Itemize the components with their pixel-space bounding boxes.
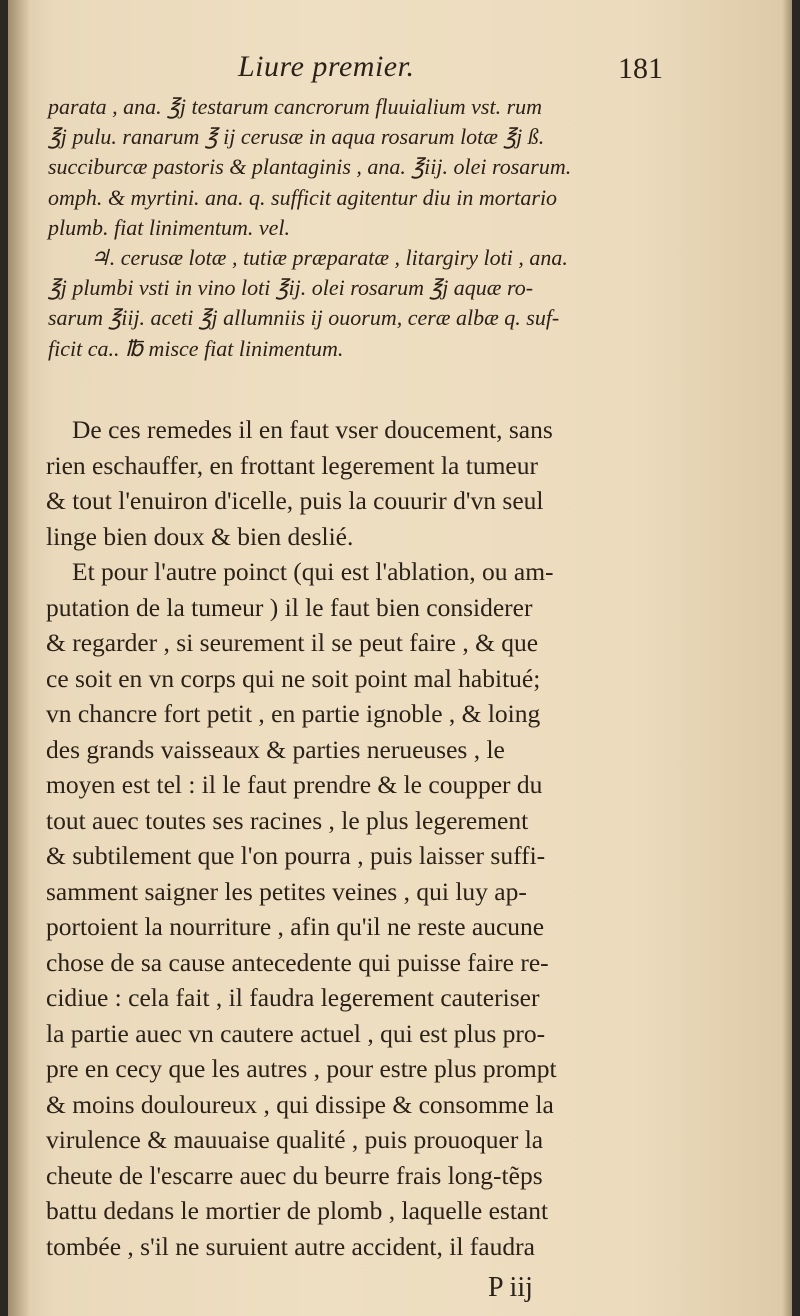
text-line: chose de sa cause antecedente qui puisse faire re- bbox=[46, 947, 549, 977]
recipe-line: plumb. fiat linimentum. vel. bbox=[48, 214, 290, 240]
text-line: rien eschauffer, en frottant legerement la tumeur bbox=[46, 450, 538, 480]
text-line: cheute de l'escarre auec du beurre frais long-tẽps bbox=[46, 1160, 543, 1190]
text-line: & subtilement que l'on pourra , puis laisser suffi- bbox=[46, 841, 546, 870]
text-line: ce soit en vn corps qui ne soit point mal habitué; bbox=[46, 663, 541, 693]
recipe-line: omph. & myrtini. ana. q. sufficit agitentur diu in mortario bbox=[48, 184, 558, 210]
recipe-line: ♃. cerusæ lotæ , tutiæ præparatæ , litargiry loti , ana. bbox=[90, 245, 568, 271]
page-number: 181 bbox=[618, 52, 663, 85]
text-line: linge bien doux & bien deslié. bbox=[46, 521, 354, 551]
running-title: Liure premier. bbox=[238, 50, 415, 83]
text-line: moyen est tel : il le faut prendre & le coupper du bbox=[46, 770, 543, 799]
recipe-line: ℥j plumbi vsti in vino loti ℥ij. olei rosarum ℥j aquæ ro- bbox=[48, 275, 534, 301]
signature-mark: P iij bbox=[488, 1272, 533, 1303]
text-line: virulence & mauuaise qualité , puis prouoquer la bbox=[46, 1125, 544, 1154]
page-header bbox=[8, 50, 792, 90]
text-line: tout auec toutes ses racines , le plus legerement bbox=[46, 805, 529, 835]
recipe-line: parata , ana. ℥j testarum cancrorum fluuialium vst. rum bbox=[48, 94, 543, 119]
text-line: tombée , s'il ne suruient autre accident, il faudra bbox=[46, 1231, 535, 1261]
recipe-line: sarum ℥iij. aceti ℥j allumniis ij ouorum, ceræ albæ q. suf- bbox=[48, 305, 560, 331]
text-line: des grands vaisseaux & parties nerueuses , le bbox=[46, 734, 505, 764]
text-line: cidiue : cela fait , il faudra legerement cauteriser bbox=[46, 983, 540, 1012]
text-line: & regarder , si seurement il se peut faire , & que bbox=[46, 628, 539, 657]
text-line: la partie auec vn cautere actuel , qui est plus pro- bbox=[46, 1018, 546, 1048]
latin-recipe-block bbox=[48, 92, 688, 364]
text-line: portoient la nourriture , afin qu'il ne reste aucune bbox=[46, 912, 545, 941]
text-line: & tout l'enuiron d'icelle, puis la couurir d'vn seul bbox=[46, 486, 544, 515]
text-line: vn chancre fort petit , en partie ignoble , & loing bbox=[46, 699, 541, 728]
text-line: battu dedans le mortier de plomb , laquelle estant bbox=[46, 1196, 549, 1225]
text-line: samment saigner les petites veines , qui luy ap- bbox=[46, 876, 527, 906]
text-line: Et pour l'autre poinct (qui est l'ablation, ou am- bbox=[72, 557, 554, 586]
book-page bbox=[8, 0, 792, 1316]
text-line: & moins douloureux , qui dissipe & consomme la bbox=[46, 1089, 554, 1119]
french-body-text bbox=[46, 412, 686, 1264]
page-gutter-shadow bbox=[8, 0, 30, 1316]
recipe-line: succiburcæ pastoris & plantaginis , ana. ℥iij. olei rosarum. bbox=[48, 154, 572, 180]
recipe-line: ficit ca.. ℔ misce fiat linimentum. bbox=[48, 335, 344, 361]
page-edge-shadow bbox=[782, 0, 792, 1316]
recipe-line: ℥j pulu. ranarum ℥ ij cerusæ in aqua rosarum lotæ ℥j ß. bbox=[48, 124, 545, 150]
text-line: putation de la tumeur ) il le faut bien considerer bbox=[46, 592, 533, 622]
text-line: pre en cecy que les autres , pour estre plus prompt bbox=[46, 1054, 557, 1083]
text-line: De ces remedes il en faut vser doucement, sans bbox=[72, 415, 553, 444]
